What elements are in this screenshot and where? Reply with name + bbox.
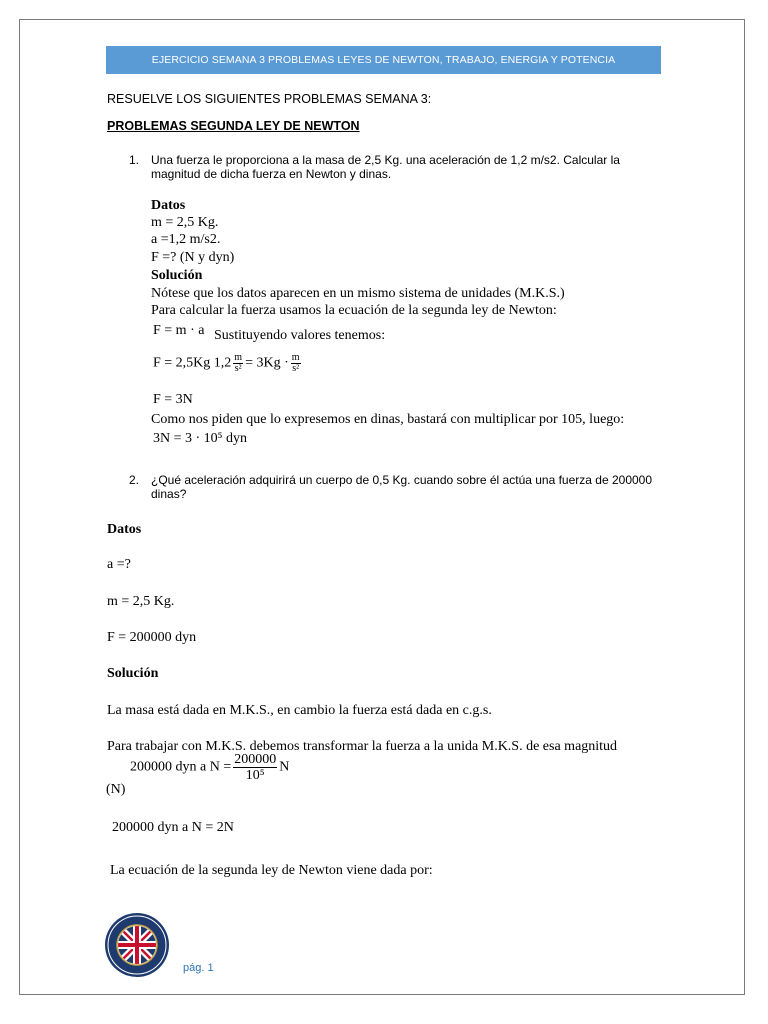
formula-f-ma: F = m · a	[153, 323, 205, 338]
problem2-dato-m: m = 2,5 Kg.	[107, 594, 175, 609]
intro-text: RESUELVE LOS SIGUIENTES PROBLEMAS SEMANA 3:	[107, 92, 432, 106]
header-title: EJERCICIO SEMANA 3 PROBLEMAS LEYES DE NEWTON, TRABAJO, ENERGIA Y POTENCIA	[151, 54, 616, 66]
problem1-solucion-line1: Nótese que los datos aparecen en un mismo sistema de unidades (M.K.S.)	[151, 286, 565, 301]
document-header	[106, 46, 661, 74]
problem2-number: 2.	[129, 473, 140, 487]
problem1-dato-f: F =? (N y dyn)	[151, 250, 235, 265]
problem1-number: 1.	[129, 153, 140, 167]
problem1-dato-a: a =1,2 m/s2.	[151, 232, 221, 247]
unit-n: (N)	[106, 782, 126, 797]
problem1-datos-label: Datos	[151, 198, 186, 213]
university-seal-icon	[104, 912, 170, 978]
formula-result: F = 3N	[153, 392, 193, 407]
formula-substitution: F = 2,5Kg 1,2 $\frac{m}{\text{s²}}$ = 3Kg · $\frac{m}{\text{s²}}$	[153, 352, 300, 374]
formula-conversion: 200000 dyn a N = $\frac{200000}{\text{10⁵}}$ N	[130, 752, 290, 783]
problem2-dato-f: F = 200000 dyn	[107, 630, 197, 645]
page-number: pág. 1	[183, 962, 214, 974]
problem2-text: ¿Qué aceleración adquirirá un cuerpo de 0,5 Kg. cuando sobre él actúa una fuerza de 200000 dinas?	[151, 473, 653, 501]
problem1-solucion-line2: Para calcular la fuerza usamos la ecuación de la segunda ley de Newton:	[151, 303, 557, 318]
problem2-line2: Para trabajar con M.K.S. debemos transformar la fuerza a la unida M.K.S. de esa magnitud	[107, 739, 618, 754]
ecuacion-line: La ecuación de la segunda ley de Newton viene dada por:	[110, 863, 433, 878]
problem2-line1: La masa está dada en M.K.S., en cambio la fuerza está dada en c.g.s.	[107, 703, 492, 718]
dinas-text: Como nos piden que lo expresemos en dinas, bastará con multiplicar por 105, luego:	[151, 412, 625, 427]
formula-dinas: 3N = 3 · 10⁵ dyn	[153, 431, 248, 446]
problem2-solucion-label: Solución	[107, 666, 159, 681]
problem1-solucion-label: Solución	[151, 268, 203, 283]
problem1-dato-m: m = 2,5 Kg.	[151, 215, 219, 230]
problem2-datos-label: Datos	[107, 522, 142, 537]
sustituyendo-text: Sustituyendo valores tenemos:	[214, 328, 386, 343]
problem1-text: Una fuerza le proporciona a la masa de 2,5 Kg. una aceleración de 1,2 m/s2. Calcular la magnitud de dicha fuerza en Newton y dinas.	[151, 153, 620, 181]
formula-conversion-result: 200000 dyn a N = 2N	[112, 820, 234, 835]
problem2-dato-a: a =?	[107, 557, 131, 572]
section-heading: PROBLEMAS SEGUNDA LEY DE NEWTON	[107, 119, 360, 133]
